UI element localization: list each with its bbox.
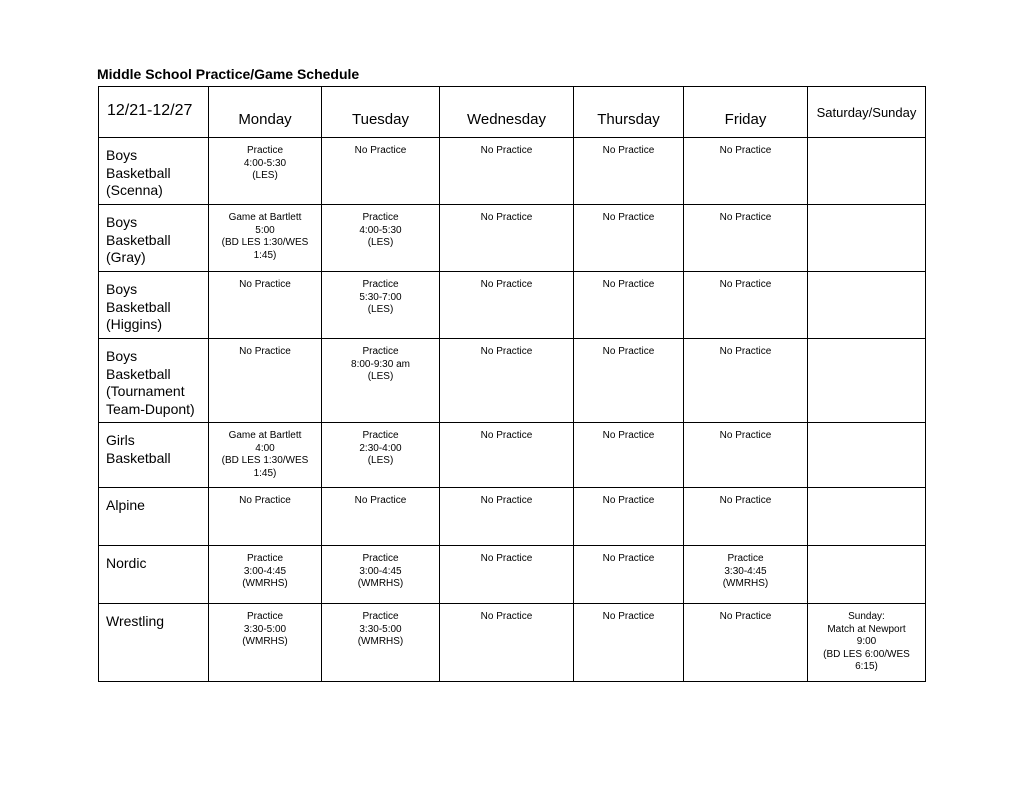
schedule-row (99, 272, 926, 339)
schedule-cell-wednesday: No Practice (440, 604, 574, 682)
schedule-cell-wednesday: No Practice (440, 205, 574, 272)
schedule-cell-friday: No Practice (684, 272, 808, 339)
schedule-cell-tuesday: Practice 8:00-9:30 am (LES) (322, 339, 440, 423)
schedule-cell-wednesday: No Practice (440, 488, 574, 546)
schedule-cell-thursday: No Practice (574, 205, 684, 272)
schedule-row (99, 604, 926, 682)
team-name: Girls Basketball (99, 423, 209, 488)
schedule-row (99, 546, 926, 604)
schedule-cell-friday: No Practice (684, 205, 808, 272)
schedule-row (99, 138, 926, 205)
schedule-cell-monday: Practice 3:30-5:00 (WMRHS) (209, 604, 322, 682)
schedule-cell-wednesday: No Practice (440, 423, 574, 488)
day-header-thursday: Thursday (574, 87, 684, 138)
schedule-cell-weekend (808, 138, 926, 205)
schedule-cell-tuesday: No Practice (322, 138, 440, 205)
schedule-cell-weekend (808, 488, 926, 546)
team-name: Boys Basketball (Tournament Team-Dupont) (99, 339, 209, 423)
schedule-row (99, 488, 926, 546)
schedule-cell-monday: Game at Bartlett 4:00 (BD LES 1:30/WES 1:45) (209, 423, 322, 488)
schedule-row (99, 339, 926, 423)
schedule-cell-friday: No Practice (684, 604, 808, 682)
schedule-cell-weekend (808, 272, 926, 339)
schedule-cell-monday: Game at Bartlett 5:00 (BD LES 1:30/WES 1:45) (209, 205, 322, 272)
schedule-cell-friday: No Practice (684, 488, 808, 546)
schedule-cell-weekend (808, 423, 926, 488)
schedule-cell-weekend (808, 205, 926, 272)
page-title: Middle School Practice/Game Schedule (97, 66, 360, 82)
schedule-cell-thursday: No Practice (574, 339, 684, 423)
team-name: Boys Basketball (Gray) (99, 205, 209, 272)
schedule-cell-friday: No Practice (684, 423, 808, 488)
schedule-cell-thursday: No Practice (574, 423, 684, 488)
schedule-cell-wednesday: No Practice (440, 272, 574, 339)
schedule-cell-weekend (808, 339, 926, 423)
team-name: Nordic (99, 546, 209, 604)
schedule-cell-monday: No Practice (209, 272, 322, 339)
schedule-cell-thursday: No Practice (574, 138, 684, 205)
week-range: 12/21-12/27 (99, 87, 209, 138)
schedule-cell-thursday: No Practice (574, 272, 684, 339)
schedule-cell-weekend: Sunday: Match at Newport 9:00 (BD LES 6:00/WES 6:15) (808, 604, 926, 682)
schedule-table (98, 86, 926, 682)
day-header-wednesday: Wednesday (440, 87, 574, 138)
schedule-cell-monday: No Practice (209, 339, 322, 423)
schedule-cell-wednesday: No Practice (440, 546, 574, 604)
schedule-cell-tuesday: Practice 2:30-4:00 (LES) (322, 423, 440, 488)
team-name: Boys Basketball (Scenna) (99, 138, 209, 205)
schedule-cell-thursday: No Practice (574, 546, 684, 604)
schedule-cell-monday: Practice 3:00-4:45 (WMRHS) (209, 546, 322, 604)
schedule-cell-wednesday: No Practice (440, 339, 574, 423)
schedule-cell-wednesday: No Practice (440, 138, 574, 205)
schedule-cell-tuesday: Practice 3:30-5:00 (WMRHS) (322, 604, 440, 682)
schedule-cell-tuesday: Practice 3:00-4:45 (WMRHS) (322, 546, 440, 604)
team-name: Wrestling (99, 604, 209, 682)
team-name: Alpine (99, 488, 209, 546)
schedule-cell-tuesday: Practice 4:00-5:30 (LES) (322, 205, 440, 272)
day-header-weekend: Saturday/Sunday (808, 87, 926, 138)
header-row (99, 87, 926, 138)
schedule-cell-monday: No Practice (209, 488, 322, 546)
day-header-friday: Friday (684, 87, 808, 138)
schedule-cell-tuesday: No Practice (322, 488, 440, 546)
schedule-cell-tuesday: Practice 5:30-7:00 (LES) (322, 272, 440, 339)
schedule-cell-thursday: No Practice (574, 488, 684, 546)
schedule-cell-monday: Practice 4:00-5:30 (LES) (209, 138, 322, 205)
schedule-row (99, 205, 926, 272)
team-name: Boys Basketball (Higgins) (99, 272, 209, 339)
day-header-tuesday: Tuesday (322, 87, 440, 138)
schedule-cell-friday: No Practice (684, 138, 808, 205)
schedule-cell-thursday: No Practice (574, 604, 684, 682)
schedule-row (99, 423, 926, 488)
schedule-cell-friday: Practice 3:30-4:45 (WMRHS) (684, 546, 808, 604)
schedule-cell-friday: No Practice (684, 339, 808, 423)
day-header-monday: Monday (209, 87, 322, 138)
schedule-cell-weekend (808, 546, 926, 604)
